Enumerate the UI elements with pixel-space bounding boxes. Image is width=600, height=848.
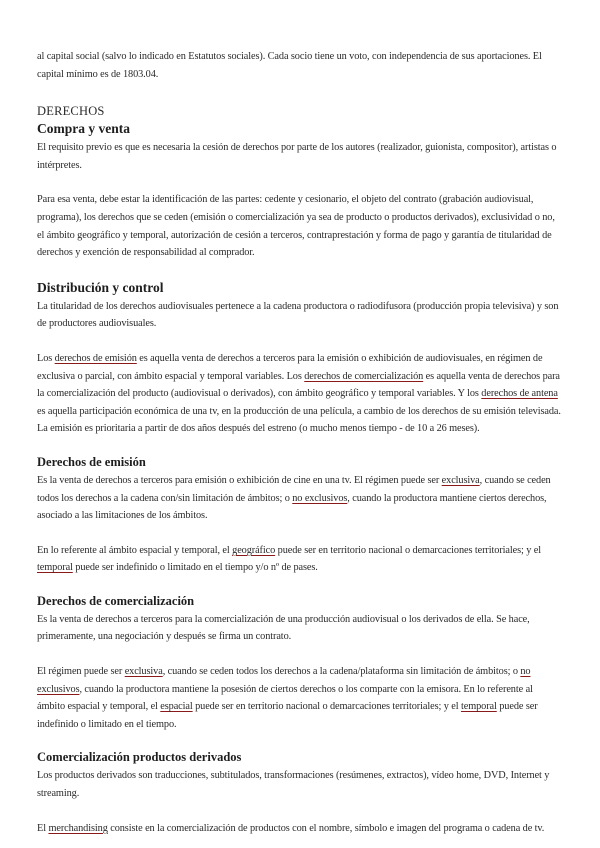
derivados-paragraph-1: Los productos derivados son traducciones, subtitulados, transformaciones (resúmenes, extractos), vídeo home, DVD, Internet y streaming.	[37, 770, 550, 800]
distribucion-paragraph-2: Los derechos de emisión es aquella venta de derechos a terceros para la emisión o exhibición de audiovisuales, en régimen de exclusiva o parcial, con ámbito espacial y temporal variables. Los derechos de comercialización es aquella venta de derechos para la comercialización del producto (audiovisual o derivados), con ámbito geográfico y temporal variables. Y los derechos de antena es aquella participación económica de una tv, en la producción de una película, a cambio de los derechos de su emisión televisada. La emisión es prioritaria a partir de dos años después del estreno (o mucho menos tiempo - de 10 a 26 meses).	[37, 352, 561, 435]
comercializacion-paragraph-1: Es la venta de derechos a terceros para la comercialización de una producción audiovisual o los derivados de ella. Se hace, primeramente, una negociación y después se firma un contrato.	[37, 613, 530, 643]
emision-paragraph-1: Es la venta de derechos a terceros para emisión o exhibición de cine en una tv. El régimen puede ser exclusiva, cuando se ceden todos los derechos a la cadena con/sin limitación de ámbitos; o no exclusivos, cuando la productora mantiene ciertos derechos, asociado a las limitaciones de los ámbitos.	[37, 474, 551, 522]
term-no-exclusivos: no exclusivos	[37, 666, 531, 695]
heading-derechos-comercializacion: Derechos de comercialización	[37, 593, 195, 608]
derivados-paragraph-2: El merchandising consiste en la comercialización de productos con el nombre, símbolo e imagen del programa o cadena de tv.	[37, 822, 545, 834]
term-geografico: geográfico	[232, 544, 276, 556]
emision-paragraph-2: En lo referente al ámbito espacial y temporal, el geográfico puede ser en territorio nacional o demarcaciones territoriales; y el temporal puede ser indefinido o limitado en el tiempo y/o nº de pases.	[37, 544, 542, 574]
term-derechos-emision: derechos de emisión	[54, 352, 137, 364]
compra-paragraph-2: Para esa venta, debe estar la identificación de las partes: cedente y cesionario, el objeto del contrato (grabación audiovisual, programa), los derechos que se ceden (emisión o comercialización ya sea de producto o productos derivados), exclusividad o no, el ámbito geográfico y temporal, autorización de cesión a terceros, contraprestación y forma de pago y garantía de titularidad de derechos y exención de responsabilidad al comprador.	[37, 194, 555, 259]
term-no-exclusivos: no exclusivos	[292, 492, 348, 504]
section-label: DERECHOS	[37, 104, 105, 119]
term-exclusiva: exclusiva	[441, 474, 480, 486]
heading-distribucion-control: Distribución y control	[37, 279, 164, 295]
heading-derechos-emision: Derechos de emisión	[37, 454, 146, 469]
term-temporal: temporal	[460, 701, 497, 713]
term-derechos-comercializacion: derechos de comercialización	[304, 370, 424, 382]
comercializacion-paragraph-2: El régimen puede ser exclusiva, cuando se ceden todos los derechos a la cadena/plataforma sin limitación de ámbitos; o no exclusivos, cuando la productora mantiene la posesión de ciertos derechos o los comparte con la emisora. En lo referente al ámbito espacial y temporal, el espacial puede ser en territorio nacional o demarcaciones territoriales; y el temporal puede ser indefinido o limitado en el tiempo.	[37, 666, 538, 730]
heading-compra-venta: Compra y venta	[37, 121, 130, 137]
heading-productos-derivados: Comercialización productos derivados	[37, 750, 242, 765]
distribucion-paragraph-1: La titularidad de los derechos audiovisuales pertenece a la cadena productora o radiodifusora (producción propia televisiva) y son de productores audiovisuales.	[37, 300, 559, 330]
compra-paragraph-1: El requisito previo es que es necesaria la cesión de derechos por parte de los autores (realizador, guionista, compositor), artistas o intérpretes.	[37, 142, 557, 171]
term-temporal: temporal	[37, 562, 73, 574]
term-derechos-antena: derechos de antena	[481, 388, 558, 400]
term-merchandising: merchandising	[48, 822, 108, 834]
term-espacial: espacial	[160, 701, 193, 713]
term-exclusiva: exclusiva	[124, 666, 163, 678]
intro-paragraph: al capital social (salvo lo indicado en Estatutos sociales). Cada socio tiene un voto, con independencia de sus aportaciones. El capital mínimo es de 1803.04.	[37, 51, 542, 80]
